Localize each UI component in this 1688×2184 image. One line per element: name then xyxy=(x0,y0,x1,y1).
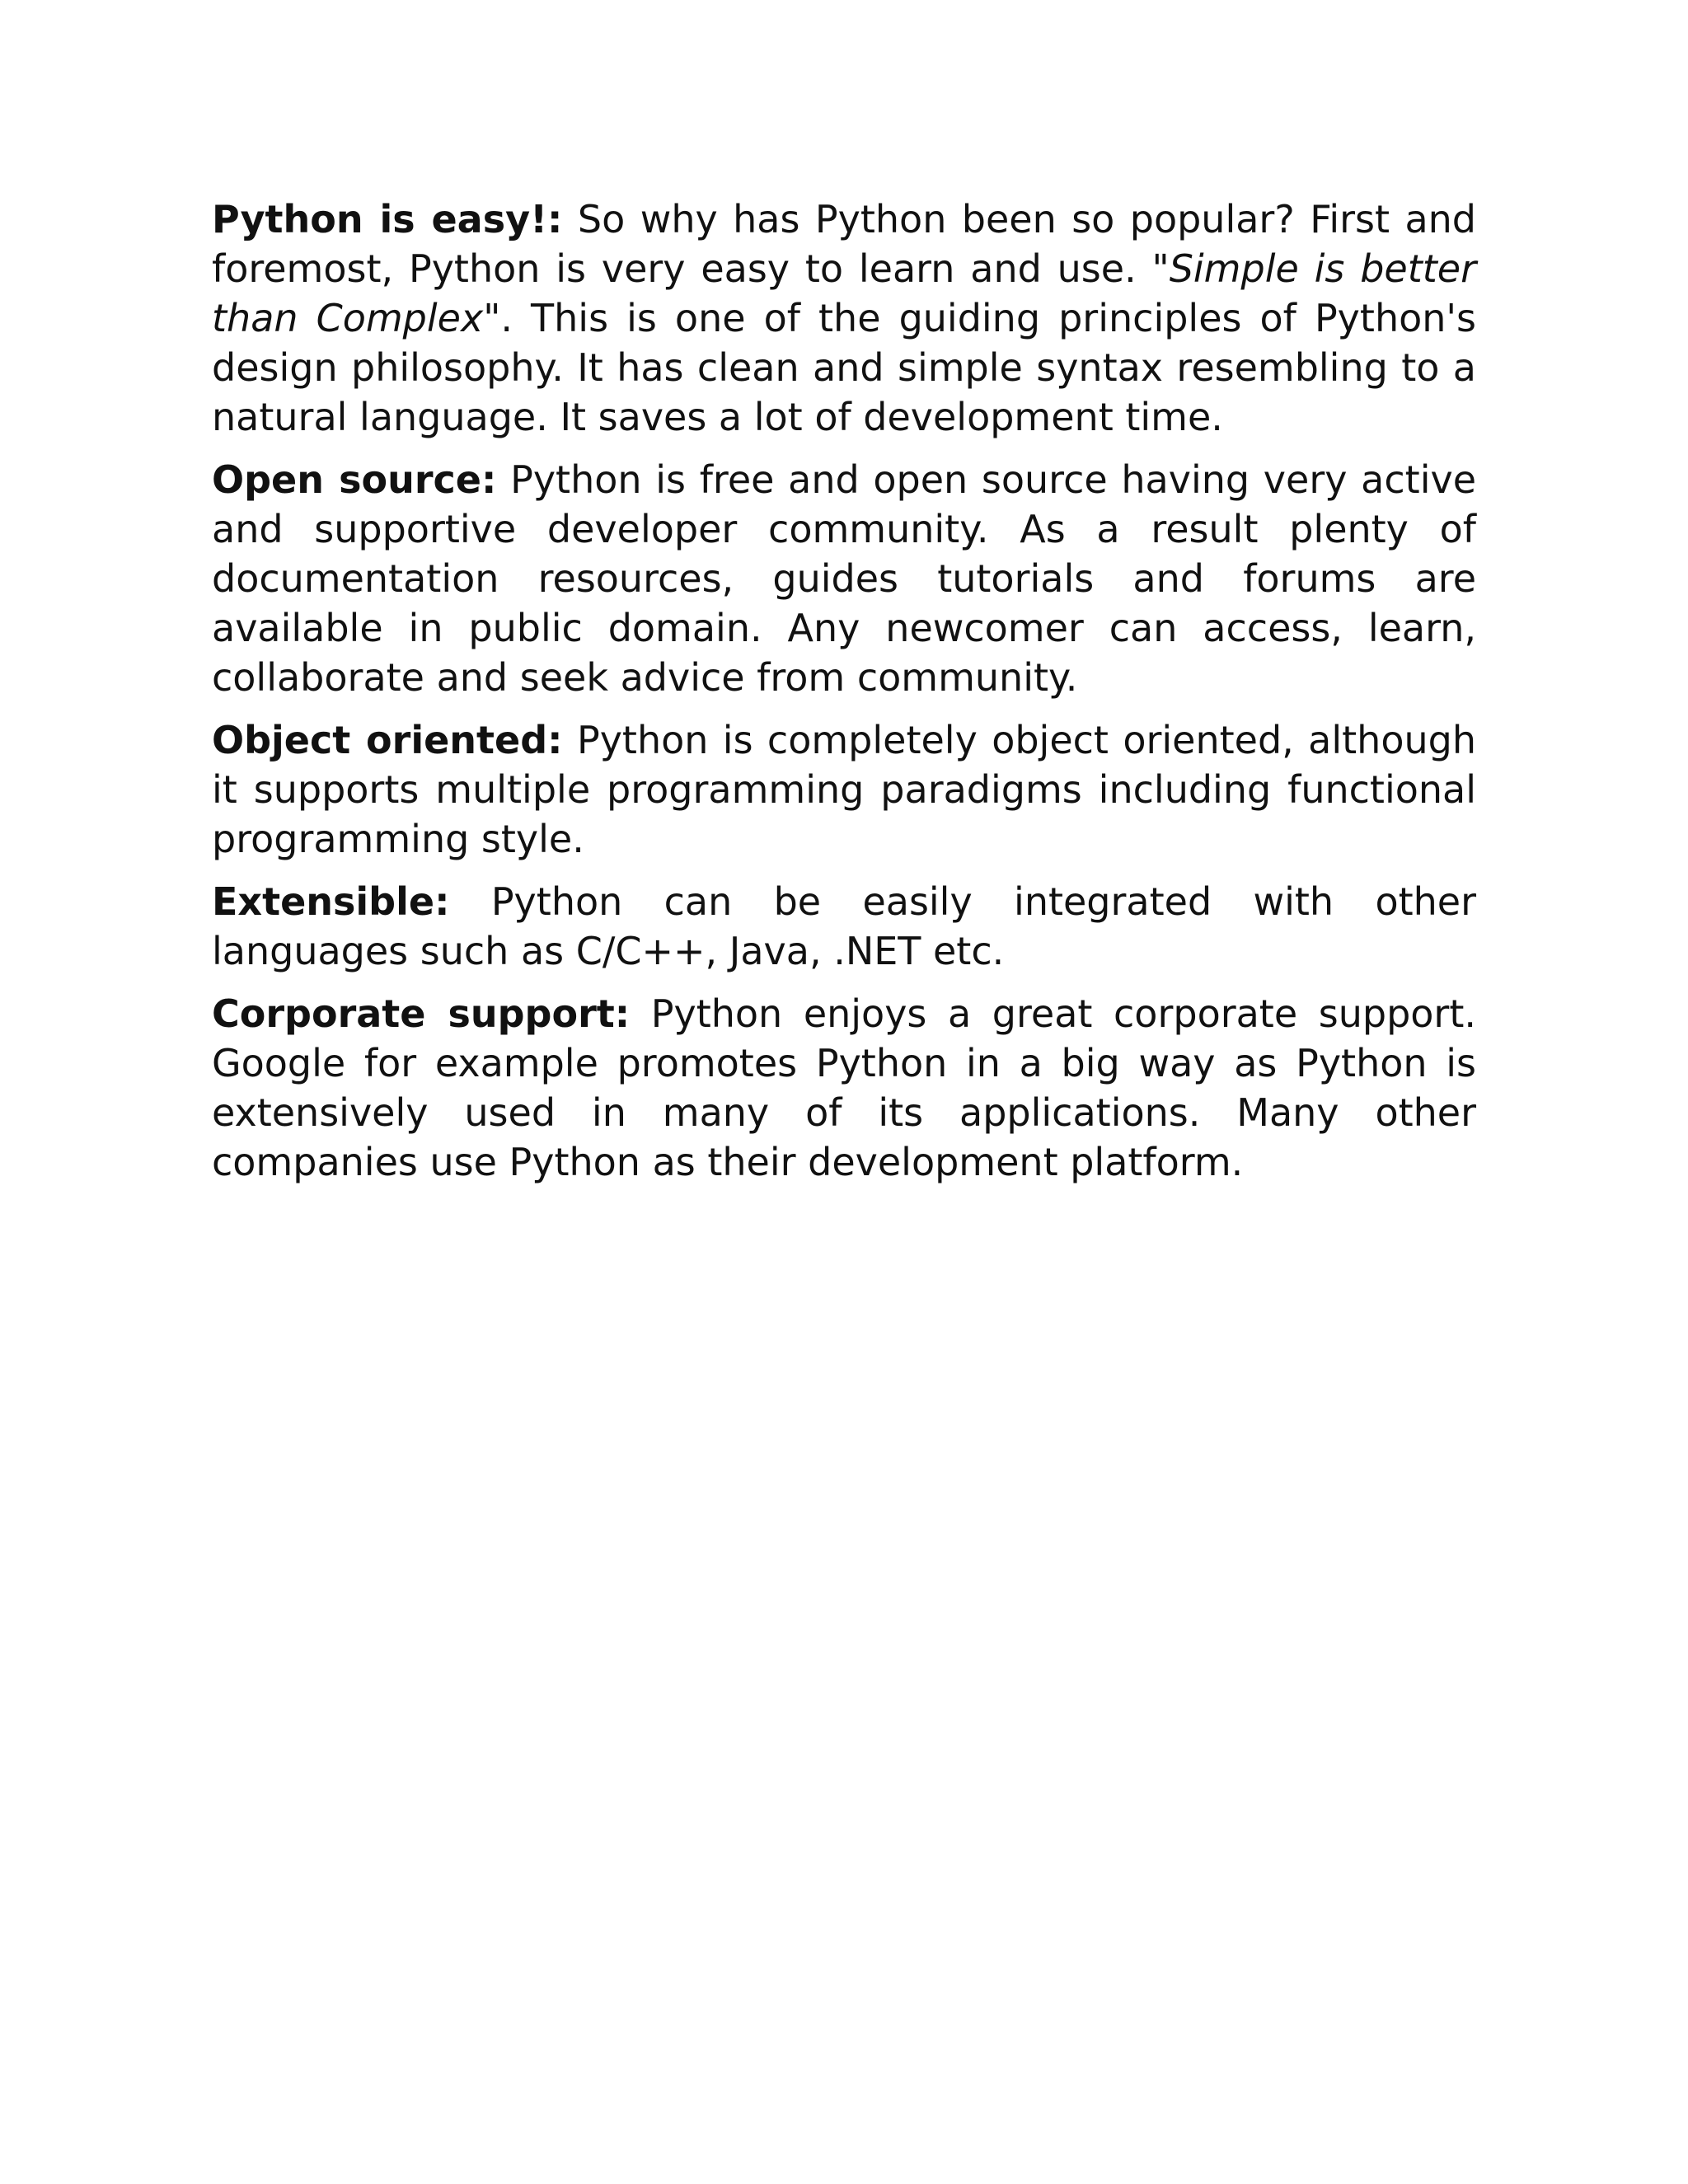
term-corporate-support: Corporate support: xyxy=(212,991,631,1036)
paragraph-corporate-support xyxy=(212,989,1476,1187)
paragraph-python-is-easy xyxy=(212,194,1476,442)
paragraph-text: Python is free and open source having very active and supportive developer community. As a result plenty of documentation resources, guides tutorials and forums are available in public domain. Any newcomer can access, learn, collaborate and seek advice from community. xyxy=(212,457,1476,700)
term-extensible: Extensible: xyxy=(212,879,450,924)
paragraph-text: Python is completely object oriented, although it supports multiple programming paradigms including functional programming style. xyxy=(212,718,1476,861)
paragraph-text: So why has Python been so popular? First and foremost, Python is very easy to learn and use. " xyxy=(212,197,1476,291)
term-open-source: Open source: xyxy=(212,457,497,502)
paragraph-open-source xyxy=(212,455,1476,702)
paragraph-object-oriented xyxy=(212,715,1476,864)
document-body xyxy=(212,194,1476,1200)
term-python-is-easy: Python is easy!: xyxy=(212,197,563,241)
paragraph-text: Python enjoys a great corporate support. Google for example promotes Python in a big way as Python is extensively used in many of its applications. Many other companies use Python as their development platform. xyxy=(212,991,1476,1184)
paragraph-extensible xyxy=(212,877,1476,976)
italic-quote: Simple is better than Complex xyxy=(212,246,1476,340)
paragraph-text: ". This is one of the guiding principles of Python's design philosophy. It has clean and simple syntax resembling to a natural language. It saves a lot of development time. xyxy=(212,296,1477,439)
paragraph-text: Python can be easily integrated with other languages such as C/C++, Java, .NET etc. xyxy=(212,879,1476,973)
term-object-oriented: Object oriented: xyxy=(212,718,563,762)
